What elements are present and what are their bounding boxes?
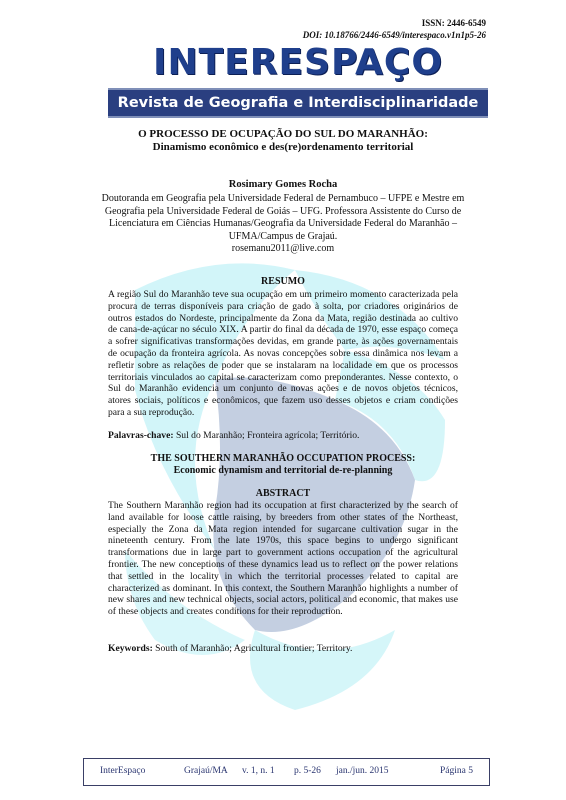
journal-subtitle: Revista de Geografia e Interdisciplinaridade <box>117 95 479 111</box>
author-name: Rosimary Gomes Rocha <box>228 179 338 190</box>
keywords-en <box>108 643 458 655</box>
footer-date: jan./jun. 2015 <box>336 766 389 776</box>
english-subtitle: Economic dynamism and territorial de-re-planning <box>173 465 393 476</box>
footer-page-number: Página 5 <box>440 766 473 776</box>
keywords-pt <box>108 430 458 442</box>
resumo-text: A região Sul do Maranhão teve sua ocupação em um primeiro momento caracterizada pela procura de terras disponíveis para criação de gado à solta, por criadores originários de outros estados do Nordeste, principalmente da Zona da Mata, região destinada ao cultivo de cana-de-açúcar no século XIX. A partir do final da década de 1970, esse espaço começa a sofrer significativas transformações devidas, em grande parte, às ações governamentais de ocupação da fronteira agrícola. As novas concepções sobre essa dinâmica nos levam a refletir sobre as relações de poder que se instalaram na localidade em que os processos territoriais vinculados ao capital se caracterizam como preponderantes. Nesse contexto, o Sul do Maranhão evidencia um conjunto de novas ações e de novos objetos técnicos, atores sociais, políticos e econômicos, que fazem uso desses objetos e criam condições para a sua reprodução. <box>108 289 458 418</box>
abstract-text: The Southern Maranhão region had its occupation at first characterized by the search of land available for loose cattle raising, by breeders from other states of the Northeast, especially the Zona da Mata region intended for sugarcane cultivation sugar in the nineteenth century. From the late 1970s, this space begins to undergo significant transformations due in large part to government actions occupation of the agricultural frontier. The new conceptions of these dynamics lead us to reflect on the power relations that settled in the locality in which the territorial processes related to capital are characterized as dominant. In this context, the Southern Maranhão highlights a number of new shares and new technical objects, social actors, political and economic, that makes use of these objects and creates conditions for their reproduction. <box>108 500 458 618</box>
footer-place: Grajaú/MA <box>184 766 228 776</box>
footer-volume: v. 1, n. 1 <box>242 766 275 776</box>
author-email: rosemanu2011@live.com <box>231 243 335 254</box>
journal-logo-text: INTERESPAÇO <box>153 42 443 83</box>
doi-text: DOI: 10.18766/2446-6549/interespaco.v1n1p5-26 <box>302 30 486 40</box>
footer-pages: p. 5-26 <box>294 766 321 776</box>
author-affiliation <box>88 193 478 256</box>
page-footer <box>83 758 490 786</box>
english-title: THE SOUTHERN MARANHÃO OCCUPATION PROCESS: <box>150 453 416 464</box>
issn-text: ISSN: 2446-6549 <box>421 18 486 28</box>
footer-journal: InterEspaço <box>100 766 146 776</box>
article-title: O PROCESSO DE OCUPAÇÃO DO SUL DO MARANHÃO: <box>138 128 428 140</box>
article-subtitle: Dinamismo econômico e des(re)ordenamento territorial <box>152 141 414 153</box>
keywords-en-values: South of Maranhão; Agricultural frontier; Territory. <box>152 643 353 654</box>
keywords-pt-label: Palavras-chave: <box>108 430 174 441</box>
affiliation-text: Doutoranda em Geografia pela Universidade Federal de Pernambuco – UFPE e Mestre em Geografia pela Universidade Federal de Goiás – UFG. Professora Assistente do Curso de Licenciatura em Ciências Humanas/Geografia da Universidade Federal do Maranhão – UFMA/Campus de Grajaú. <box>101 193 465 242</box>
journal-logo <box>108 40 488 86</box>
resumo-heading: RESUMO <box>261 276 305 287</box>
abstract-heading: ABSTRACT <box>255 488 311 499</box>
keywords-en-label: Keywords: <box>108 643 153 654</box>
journal-subtitle-banner <box>108 88 488 118</box>
keywords-pt-values: Sul do Maranhão; Fronteira agrícola; Território. <box>173 430 360 441</box>
